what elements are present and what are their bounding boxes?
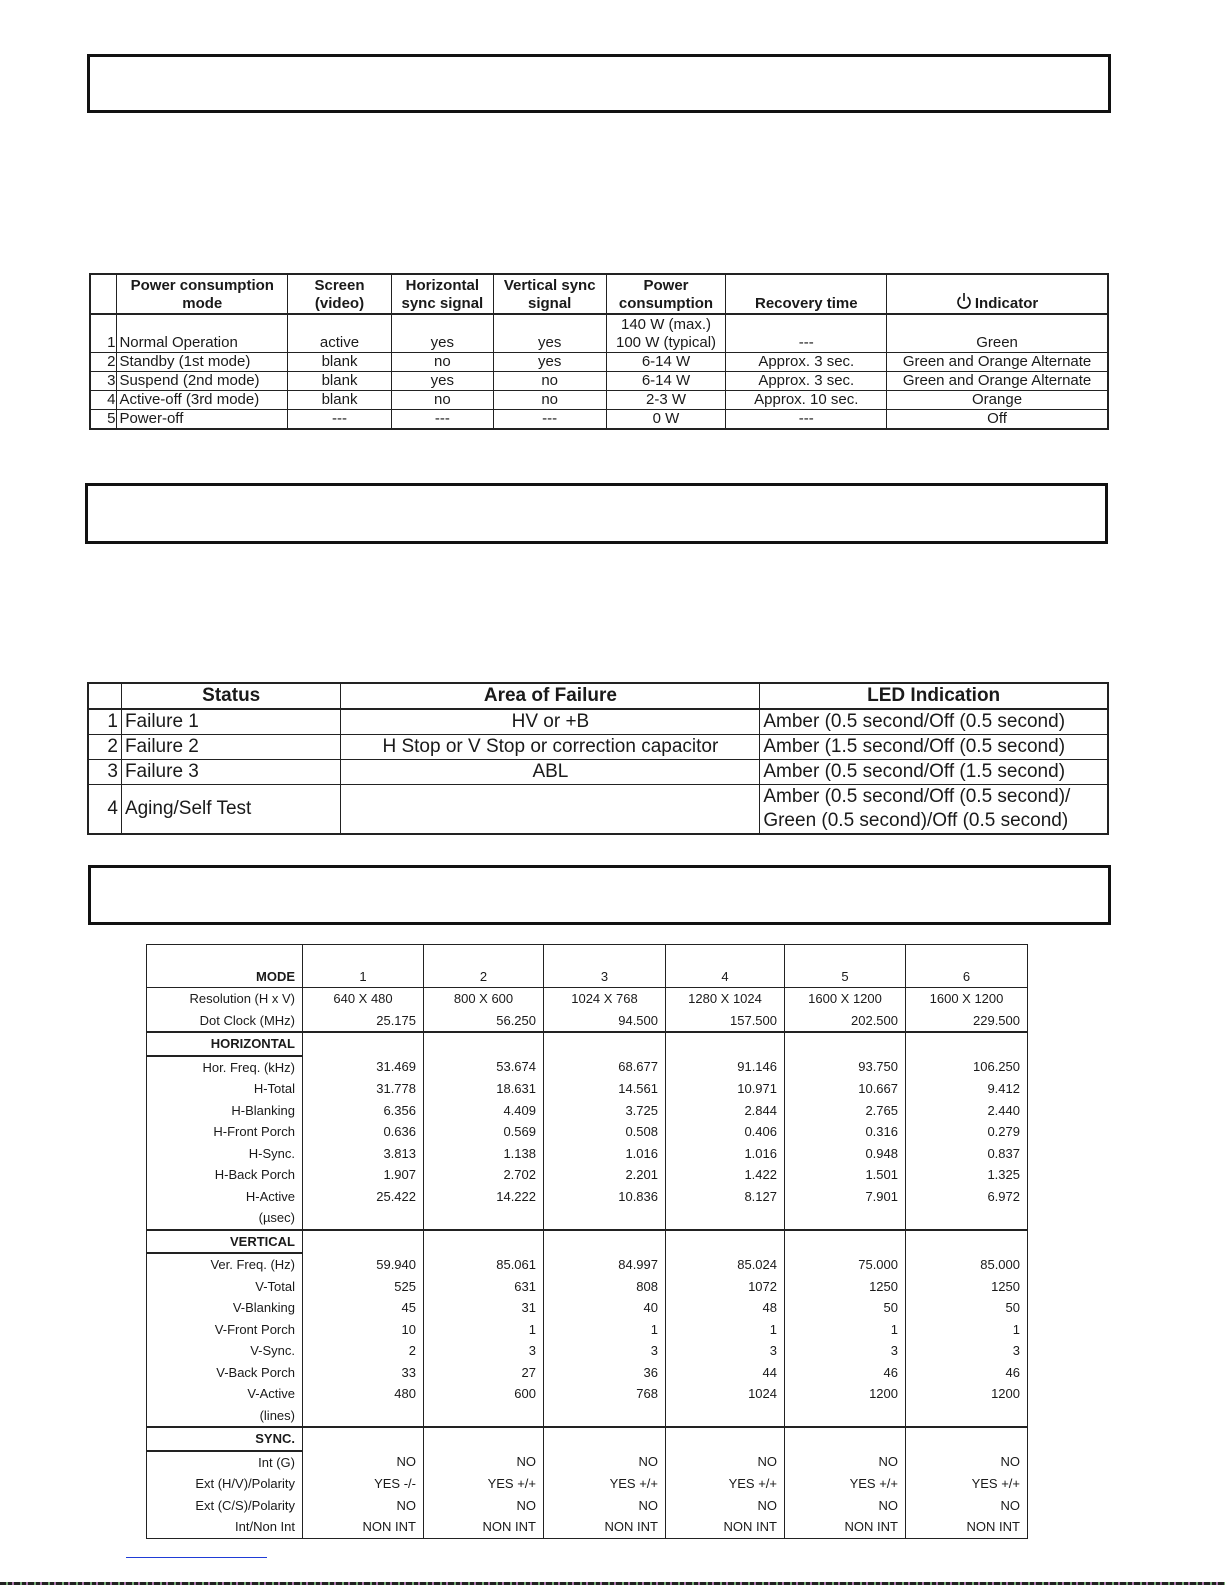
cell-value: 0.316 <box>785 1121 906 1143</box>
table-row <box>147 1516 1028 1538</box>
table-row <box>147 1405 1028 1428</box>
cell-value <box>785 1427 906 1451</box>
row-label: V-Active <box>147 1383 303 1405</box>
row-label: H-Total <box>147 1078 303 1100</box>
table-row <box>147 988 1028 1010</box>
col-header-hsync: Horizontal sync signal <box>391 274 493 314</box>
col-header-area: Area of Failure <box>341 683 760 709</box>
col-header-indicator: Indicator <box>887 274 1108 314</box>
cell-value <box>424 1032 544 1056</box>
table-row <box>147 1143 1028 1165</box>
cell-value: 27 <box>424 1362 544 1384</box>
led-failure-table <box>87 682 1109 835</box>
cell-value: 14.561 <box>544 1078 666 1100</box>
table-row <box>147 1319 1028 1341</box>
cell-value: 106.250 <box>906 1056 1028 1079</box>
table-row: 3 Failure 3 ABL Amber (0.5 second/Off (1.5 second) <box>88 760 1108 785</box>
cell-value <box>785 1207 906 1230</box>
cell-value: 14.222 <box>424 1186 544 1208</box>
cell-value: 1 <box>424 1319 544 1341</box>
cell-value: 157.500 <box>666 1010 785 1033</box>
cell-value: 50 <box>906 1297 1028 1319</box>
cell-value: 10.836 <box>544 1186 666 1208</box>
cell-value: YES +/+ <box>424 1473 544 1495</box>
cell-value: 1280 X 1024 <box>666 988 785 1010</box>
table-row <box>147 1383 1028 1405</box>
row-label: Hor. Freq. (kHz) <box>147 1056 303 1079</box>
table-row: 1 Failure 1 HV or +B Amber (0.5 second/Off (0.5 second) <box>88 709 1108 735</box>
cell-value <box>666 1207 785 1230</box>
cell-value: YES -/- <box>303 1473 424 1495</box>
cell-value: 202.500 <box>785 1010 906 1033</box>
row-label: VERTICAL <box>147 1230 303 1254</box>
cell-value: 0.406 <box>666 1121 785 1143</box>
cell-value: 25.422 <box>303 1186 424 1208</box>
table-row <box>147 1186 1028 1208</box>
cell-value: 10 <box>303 1319 424 1341</box>
cell-value: YES +/+ <box>666 1473 785 1495</box>
cell-value <box>906 1032 1028 1056</box>
cell-value: 1200 <box>785 1383 906 1405</box>
col-header-num <box>88 683 121 709</box>
cell-value: 6.356 <box>303 1100 424 1122</box>
table-row: 2 Standby (1st mode) blank no yes 6-14 W Approx. 3 sec. Green and Orange Alternate <box>90 353 1108 372</box>
cell-value <box>666 1405 785 1428</box>
cell-value: NON INT <box>666 1516 785 1538</box>
table-row <box>147 1276 1028 1298</box>
cell-value <box>544 1207 666 1230</box>
cell-value: 93.750 <box>785 1056 906 1079</box>
cell-value: 0.948 <box>785 1143 906 1165</box>
cell-value: NON INT <box>906 1516 1028 1538</box>
power-icon <box>956 292 972 310</box>
table-row: 4 Aging/Self Test Amber (0.5 second/Off (0.5 second)/ Green (0.5 second)/Off (0.5 second) <box>88 785 1108 835</box>
cell-value: 3.813 <box>303 1143 424 1165</box>
cell-value <box>666 1427 785 1451</box>
cell-value <box>424 1427 544 1451</box>
row-label: Int/Non Int <box>147 1516 303 1538</box>
cell-value: 1.422 <box>666 1164 785 1186</box>
table-row <box>147 1297 1028 1319</box>
col-header-vsync: Vertical sync signal <box>493 274 606 314</box>
cell-value: 85.024 <box>666 1253 785 1276</box>
cell-value: 1200 <box>906 1383 1028 1405</box>
cell-value: 800 X 600 <box>424 988 544 1010</box>
cell-value: 7.901 <box>785 1186 906 1208</box>
cell-value: 6 <box>906 945 1028 988</box>
cell-value: 4.409 <box>424 1100 544 1122</box>
cell-value: 1024 <box>666 1383 785 1405</box>
cell-value: 31 <box>424 1297 544 1319</box>
row-label: H-Sync. <box>147 1143 303 1165</box>
cell-value: 46 <box>906 1362 1028 1384</box>
cell-value: 48 <box>666 1297 785 1319</box>
table-row: 3 Suspend (2nd mode) blank yes no 6-14 W Approx. 3 sec. Green and Orange Alternate <box>90 372 1108 391</box>
cell-value: 631 <box>424 1276 544 1298</box>
cell-value: 1024 X 768 <box>544 988 666 1010</box>
cell-value: 2.702 <box>424 1164 544 1186</box>
cell-value: 91.146 <box>666 1056 785 1079</box>
cell-value: 808 <box>544 1276 666 1298</box>
cell-value: 45 <box>303 1297 424 1319</box>
cell-value <box>906 1427 1028 1451</box>
table-row <box>147 1340 1028 1362</box>
cell-value: 84.997 <box>544 1253 666 1276</box>
cell-value: 229.500 <box>906 1010 1028 1033</box>
cell-value <box>906 1405 1028 1428</box>
cell-value: 18.631 <box>424 1078 544 1100</box>
cell-value: 1600 X 1200 <box>785 988 906 1010</box>
row-label: V-Front Porch <box>147 1319 303 1341</box>
cell-value: 0.837 <box>906 1143 1028 1165</box>
cell-value: 2.844 <box>666 1100 785 1122</box>
cell-value: 75.000 <box>785 1253 906 1276</box>
cell-value: 25.175 <box>303 1010 424 1033</box>
cell-value: YES +/+ <box>785 1473 906 1495</box>
cell-value: 3 <box>666 1340 785 1362</box>
cell-value: 3 <box>785 1340 906 1362</box>
cell-value: NO <box>424 1495 544 1517</box>
cell-value: YES +/+ <box>906 1473 1028 1495</box>
table-row <box>147 1010 1028 1033</box>
table-row <box>147 1451 1028 1474</box>
cell-value: YES +/+ <box>544 1473 666 1495</box>
col-header-status: Status <box>121 683 341 709</box>
row-label: MODE <box>147 945 303 988</box>
power-management-header-box <box>87 54 1111 113</box>
cell-value: 1.016 <box>666 1143 785 1165</box>
table-row: 5 Power-off --- --- --- 0 W --- Off <box>90 410 1108 430</box>
table-row <box>147 1032 1028 1056</box>
cell-value <box>666 1032 785 1056</box>
table-row <box>147 1100 1028 1122</box>
cell-value: 1.138 <box>424 1143 544 1165</box>
table-row <box>147 1056 1028 1079</box>
cell-value: 1600 X 1200 <box>906 988 1028 1010</box>
cell-value: NO <box>785 1451 906 1474</box>
table-row <box>147 1362 1028 1384</box>
row-label: Dot Clock (MHz) <box>147 1010 303 1033</box>
row-label: (lines) <box>147 1405 303 1428</box>
cell-value: NO <box>544 1451 666 1474</box>
cell-value: 94.500 <box>544 1010 666 1033</box>
col-header-power: Power consumption <box>606 274 726 314</box>
table-header-row <box>88 683 1108 709</box>
cell-value <box>544 1427 666 1451</box>
cell-value: 33 <box>303 1362 424 1384</box>
cell-value: 46 <box>785 1362 906 1384</box>
table-row: 4 Active-off (3rd mode) blank no no 2-3 W Approx. 10 sec. Orange <box>90 391 1108 410</box>
cell-value: NON INT <box>785 1516 906 1538</box>
cell-value <box>303 1207 424 1230</box>
table-row <box>147 1473 1028 1495</box>
row-label: V-Blanking <box>147 1297 303 1319</box>
cell-value: NON INT <box>544 1516 666 1538</box>
cell-value: 2.201 <box>544 1164 666 1186</box>
cell-value: NO <box>544 1495 666 1517</box>
row-label: SYNC. <box>147 1427 303 1451</box>
cell-value: 31.778 <box>303 1078 424 1100</box>
cell-value: 53.674 <box>424 1056 544 1079</box>
table-row: 2 Failure 2 H Stop or V Stop or correction capacitor Amber (1.5 second/Off (0.5 second) <box>88 735 1108 760</box>
cell-value: 40 <box>544 1297 666 1319</box>
cell-value: NO <box>666 1495 785 1517</box>
cell-value: NO <box>666 1451 785 1474</box>
cell-value: 36 <box>544 1362 666 1384</box>
cell-value: 480 <box>303 1383 424 1405</box>
row-label: H-Blanking <box>147 1100 303 1122</box>
col-header-recovery: Recovery time <box>726 274 887 314</box>
cell-value: NO <box>906 1495 1028 1517</box>
cell-value <box>666 1230 785 1254</box>
cell-value: 3 <box>424 1340 544 1362</box>
row-label: V-Back Porch <box>147 1362 303 1384</box>
cell-value: 1250 <box>785 1276 906 1298</box>
col-header-mode: Power consumption mode <box>117 274 288 314</box>
cell-value: 4 <box>666 945 785 988</box>
cell-value: 50 <box>785 1297 906 1319</box>
cell-value: 525 <box>303 1276 424 1298</box>
cell-value: 59.940 <box>303 1253 424 1276</box>
timing-chart-table <box>146 944 1028 1539</box>
cell-value: 1250 <box>906 1276 1028 1298</box>
cell-value <box>785 1032 906 1056</box>
cell-value: 10.971 <box>666 1078 785 1100</box>
cell-value: 1072 <box>666 1276 785 1298</box>
table-row <box>147 1164 1028 1186</box>
cell-value: 1.325 <box>906 1164 1028 1186</box>
cell-value <box>303 1405 424 1428</box>
row-label: (µsec) <box>147 1207 303 1230</box>
cell-value: NO <box>906 1451 1028 1474</box>
cell-value: 2.765 <box>785 1100 906 1122</box>
cell-value: 3 <box>544 1340 666 1362</box>
table-row <box>147 945 1028 988</box>
table-row <box>147 1207 1028 1230</box>
cell-value: 0.569 <box>424 1121 544 1143</box>
cell-value: NO <box>785 1495 906 1517</box>
cell-value: 56.250 <box>424 1010 544 1033</box>
row-label: H-Back Porch <box>147 1164 303 1186</box>
cell-value: 1 <box>666 1319 785 1341</box>
cell-value: 1 <box>544 1319 666 1341</box>
cell-value: 3 <box>544 945 666 988</box>
cell-value: 640 X 480 <box>303 988 424 1010</box>
footer-link-underline[interactable] <box>126 1557 267 1558</box>
table-row <box>147 1427 1028 1451</box>
table-row <box>147 1230 1028 1254</box>
cell-value <box>906 1230 1028 1254</box>
row-label: Ext (H/V)/Polarity <box>147 1473 303 1495</box>
cell-value: 85.000 <box>906 1253 1028 1276</box>
cell-value <box>424 1207 544 1230</box>
table-row <box>147 1253 1028 1276</box>
cell-value <box>303 1032 424 1056</box>
cell-value: NO <box>303 1495 424 1517</box>
cell-value: 3.725 <box>544 1100 666 1122</box>
row-label: H-Active <box>147 1186 303 1208</box>
row-label: Ext (C/S)/Polarity <box>147 1495 303 1517</box>
table-row <box>147 1495 1028 1517</box>
cell-value: NON INT <box>303 1516 424 1538</box>
cell-value: NO <box>303 1451 424 1474</box>
cell-value: 44 <box>666 1362 785 1384</box>
row-label: Resolution (H x V) <box>147 988 303 1010</box>
cell-value: NON INT <box>424 1516 544 1538</box>
power-management-table <box>89 273 1109 430</box>
row-label: HORIZONTAL <box>147 1032 303 1056</box>
row-label: V-Total <box>147 1276 303 1298</box>
col-header-screen: Screen (video) <box>288 274 392 314</box>
cell-value <box>544 1405 666 1428</box>
cell-value <box>785 1230 906 1254</box>
table-row <box>147 1121 1028 1143</box>
row-label: H-Front Porch <box>147 1121 303 1143</box>
cell-value: 5 <box>785 945 906 988</box>
cell-value: 2.440 <box>906 1100 1028 1122</box>
cell-value: 2 <box>303 1340 424 1362</box>
cell-value: 9.412 <box>906 1078 1028 1100</box>
cell-value: 2 <box>424 945 544 988</box>
cell-value: 1.016 <box>544 1143 666 1165</box>
cell-value: 8.127 <box>666 1186 785 1208</box>
cell-value: 85.061 <box>424 1253 544 1276</box>
cell-value: 31.469 <box>303 1056 424 1079</box>
cell-value: 0.508 <box>544 1121 666 1143</box>
cell-value <box>544 1032 666 1056</box>
cell-value: 1.501 <box>785 1164 906 1186</box>
cell-value <box>424 1230 544 1254</box>
cell-value: 1 <box>303 945 424 988</box>
cell-value: 0.279 <box>906 1121 1028 1143</box>
cell-value: 6.972 <box>906 1186 1028 1208</box>
cell-value: 600 <box>424 1383 544 1405</box>
row-label: V-Sync. <box>147 1340 303 1362</box>
cell-value: 68.677 <box>544 1056 666 1079</box>
row-label: Int (G) <box>147 1451 303 1474</box>
cell-value: NO <box>424 1451 544 1474</box>
row-label: Ver. Freq. (Hz) <box>147 1253 303 1276</box>
cell-value: 768 <box>544 1383 666 1405</box>
cell-value: 10.667 <box>785 1078 906 1100</box>
timing-chart-header-box <box>88 865 1111 925</box>
table-row <box>147 1078 1028 1100</box>
table-header-row <box>90 274 1108 314</box>
cell-value <box>303 1230 424 1254</box>
cell-value: 1 <box>906 1319 1028 1341</box>
cell-value <box>544 1230 666 1254</box>
led-failure-header-box <box>85 483 1108 544</box>
cell-value <box>906 1207 1028 1230</box>
table-row: 1 Normal Operation active yes yes 140 W (max.) 100 W (typical) --- Green <box>90 314 1108 353</box>
cell-value: 1 <box>785 1319 906 1341</box>
cell-value: 1.907 <box>303 1164 424 1186</box>
cell-value <box>303 1427 424 1451</box>
cell-value <box>785 1405 906 1428</box>
cell-value: 0.636 <box>303 1121 424 1143</box>
cell-value: 3 <box>906 1340 1028 1362</box>
cell-value <box>424 1405 544 1428</box>
col-header-num <box>90 274 117 314</box>
col-header-led: LED Indication <box>760 683 1108 709</box>
